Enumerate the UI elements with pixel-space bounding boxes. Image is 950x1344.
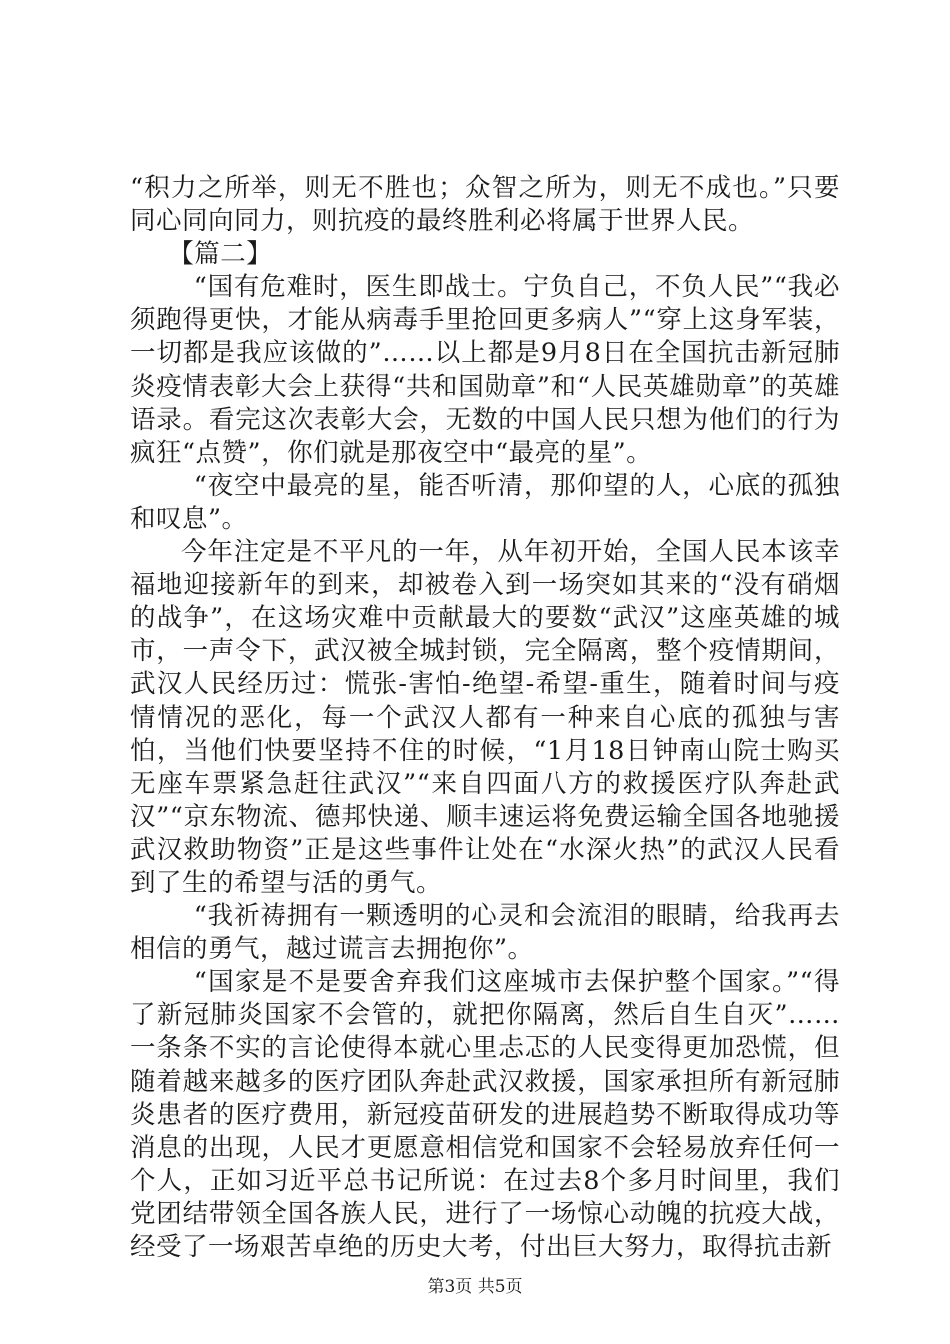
page-footer	[0, 1276, 950, 1298]
paragraph-rumors: “国家是不是要舍弃我们这座城市去保护整个国家。”“得了新冠肺炎国家不会管的，就把你隔离，然后自生自灭”……一条条不实的言论使得本就心里忐忑的人民变得更加恐慌，但随着越来越多的医疗团队奔赴武汉救援，国家承担所有新冠肺炎患者的医疗费用，新冠疫苗研发的进展趋势不断取得成功等消息的出现，人民才更愿意相信党和国家不会轻易放弃任何一个人，正如习近平总书记所说：在过去8个多月时间里，我们党团结带领全国各族人民，进行了一场惊心动魄的抗疫大战，经受了一场艰苦卓绝的历史大考，付出巨大努力，取得抗击新	[130, 967, 840, 1262]
paragraph-hero-quotes: “国有危难时，医生即战士。宁负自己，不负人民”“我必须跑得更快，才能从病毒手里抢回更多病人”“穿上这身军装，一切都是我应该做的”……以上都是9月8日在全国抗击新冠肺炎疫情表彰大会上获得“共和国勋章”和“人民英雄勋章”的英雄语录。看完这次表彰大会，无数的中国人民只想为他们的行为疯狂“点赞”，你们就是那夜空中“最亮的星”。	[130, 272, 840, 468]
document-body	[130, 172, 840, 1264]
paragraph-song-quote-2: “我祈祷拥有一颗透明的心灵和会流泪的眼睛，给我再去相信的勇气，越过谎言去拥抱你”。	[130, 901, 840, 965]
page-number: 第3页 共5页	[427, 1277, 523, 1297]
paragraph-song-quote-1: “夜空中最亮的星，能否听清，那仰望的人，心底的孤独和叹息”。	[130, 470, 840, 534]
paragraph-continued: “积力之所举，则无不胜也；众智之所为，则无不成也。”只要同心同向同力，则抗疫的最终胜利必将属于世界人民。	[130, 173, 840, 237]
section-heading: 【篇二】	[168, 239, 273, 270]
paragraph-wuhan: 今年注定是不平凡的一年，从年初开始，全国人民本该幸福地迎接新年的到来，却被卷入到一场突如其来的“没有硝烟的战争”，在这场灾难中贡献最大的要数“武汉”这座英雄的城市，一声令下，武汉被全城封锁，完全隔离，整个疫情期间，武汉人民经历过：慌张-害怕-绝望-希望-重生，随着时间与疫情情况的恶化，每一个武汉人都有一种来自心底的孤独与害怕，当他们快要坚持不住的时候，“1月18日钟南山院士购买无座车票紧急赶往武汉”“来自四面八方的救援医疗队奔赴武汉”“京东物流、德邦快递、顺丰速运将免费运输全国各地驰援武汉救助物资”正是这些事件让处在“水深火热”的武汉人民看到了生的希望与活的勇气。	[130, 537, 840, 898]
